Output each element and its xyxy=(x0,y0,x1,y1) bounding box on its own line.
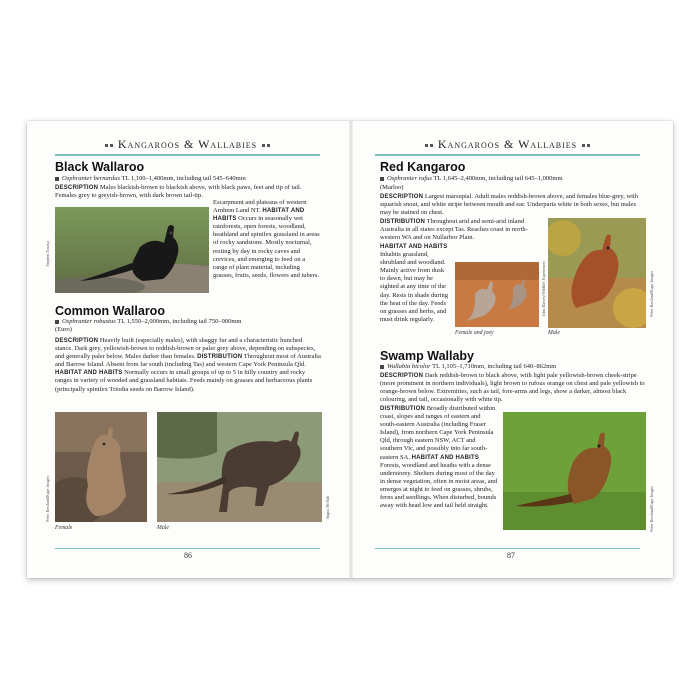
black-wallaroo-photo xyxy=(55,207,209,293)
right-page xyxy=(353,121,673,578)
red-kangaroo-female-photo xyxy=(455,262,539,327)
distribution-text: Escarpment and plateaus of western Arnhem Land NT. HABITAT AND HABITS Occurs in seasonally wet rainforests, open forests, woodland, heathland and spinifex grassland in areas of rocky sandstone. Mostly nocturnal, resting by day in rocky caves and crevices, and emerging to feed on a range of plant material, including grasses, fruits, seeds, flowers and tubers. xyxy=(213,199,320,279)
header-rule xyxy=(375,154,640,156)
footer-rule xyxy=(375,548,640,549)
alt-name: (Euro) xyxy=(55,326,72,333)
scientific-name: Osphranter robustus xyxy=(62,318,116,325)
scientific-name: Osphranter rufus xyxy=(387,175,432,182)
page-header xyxy=(55,137,320,152)
left-page xyxy=(27,121,349,578)
photo-credit: Peter Rowland/Kape Images xyxy=(649,486,654,532)
measurement: TL 1,645–2,400mm, including tail 645–1,000mm xyxy=(433,175,563,182)
species-title: Red Kangaroo xyxy=(380,160,466,174)
species-title: Black Wallaroo xyxy=(55,160,145,174)
distribution-text: DISTRIBUTION Throughout arid and semi-arid inland Australia in all states except Tas. Reaches coast in north-western WA and on Nullarbor Plain. xyxy=(380,218,528,242)
species-sci-line xyxy=(55,175,246,183)
scientific-name: Osphranter bernardus xyxy=(62,175,121,182)
book-spread xyxy=(27,121,673,578)
swamp-wallaby-photo xyxy=(503,412,646,530)
description-text: DESCRIPTION Males blackish-brown to blackish above, with black paws, feet and tip of tail. Females grey to greyish-brown, with dark brown tail-tip. xyxy=(55,184,302,200)
description-text: DESCRIPTION Largest marsupial. Adult males reddish-brown above, and females blue-grey, with squarish snout, and white stripe between mouth and ear. Underparts white in both sexes, but males may be stained on chest. xyxy=(380,193,639,217)
habitat-text: HABITAT AND HABITS Inhabits grassland, shrubland and woodland. Mainly active from dusk to dawn, but may be sighted at any time of the day. Rests in shade during the heat of the day. Feeds on grasses and herbs, and must drink regularly. xyxy=(380,244,448,323)
measurement: TL 1,550–2,000mm, including tail 750–900mm xyxy=(117,318,242,325)
species-sci-line xyxy=(380,175,563,183)
description-text: DESCRIPTION Dark reddish-brown to black above, with light pale yellowish-brown cheek-stripe (more prominent in northern individuals), light brown to rufous orange on chest and pale yellowish to orange-brown below. Extremities, such as tail, fore-arms and legs, show a darker, almost black colouring, and tail, occasionally with white tip. xyxy=(380,372,645,404)
alt-name: (Marloo) xyxy=(380,184,404,191)
red-kangaroo-male-photo xyxy=(548,218,646,328)
footer-rule xyxy=(55,548,320,549)
page-number: 86 xyxy=(184,551,192,560)
photo-credit: Stephen Zozaya xyxy=(45,241,50,267)
photo-credit: Peter Rowland/Kape Images xyxy=(45,476,50,522)
species-title: Common Wallaroo xyxy=(55,304,165,318)
page-header xyxy=(375,137,640,152)
photo-caption: Female and joey xyxy=(455,330,494,336)
photo-credit: Peter Rowland/Kape Images xyxy=(649,271,654,317)
species-title: Swamp Wallaby xyxy=(380,349,475,363)
common-wallaroo-female-photo xyxy=(55,412,147,522)
photo-caption: Male xyxy=(548,330,560,336)
common-wallaroo-male-photo xyxy=(157,412,322,522)
scientific-name: Wallabia bicolor xyxy=(387,363,431,370)
description-text: DESCRIPTION Heavily built (especially males), with shaggy fur and a characteristic hunched stance. Dark grey, yellowish-brown to reddish-brown or paler grey above, depending on subspecies, and generally paler below. Males darker than females. DISTRIBUTION Throughout most of Australia and Barrow Island. Absent from far south (including Tas) and western Cape York Peninsula Qld. HABITAT AND HABITS Normally occurs in small groups of up to 5 in hilly country and rocky ranges in variety of wooded and grassland habitats. Feeds mainly on grasses and herbaceous plants (principally spinifex Triodia seeds on Barrow Island). xyxy=(55,337,321,393)
species-sci-line xyxy=(55,318,241,326)
header-title: Kangaroos & Wallabies xyxy=(437,137,578,151)
photo-caption: Female xyxy=(55,525,73,531)
photo-caption: Male xyxy=(157,525,169,531)
species-sci-line xyxy=(380,363,556,371)
measurement: TL 1,105–1,710mm, including tail 640–862mm xyxy=(432,363,557,370)
photo-credit: John Harvey/Wildlife Experiences xyxy=(541,261,546,317)
photo-credit: Angus McNab xyxy=(325,496,330,520)
header-rule xyxy=(55,154,320,156)
header-title: Kangaroos & Wallabies xyxy=(117,137,258,151)
measurement: TL 1,100–1,400mm, including tail 545–640mm xyxy=(121,175,246,182)
distribution-text: DISTRIBUTION Broadly distributed within coast, slopes and ranges of eastern and south-eastern Australia (including Fraser Island), from northern Cape York Peninsula Qld, through eastern NSW, ACT and southern Vic, and possibly into far south-eastern SA. HABITAT AND HABITS Forests, woodland and heaths with a dense understorey. Shelters during most of the day in dense vegetation, often in moist areas, and emerges at night to feed on grasses, shrubs, ferns and seedlings. When disturbed, bounds away with head low and tail held straight. xyxy=(380,405,498,510)
page-number: 87 xyxy=(507,551,515,560)
